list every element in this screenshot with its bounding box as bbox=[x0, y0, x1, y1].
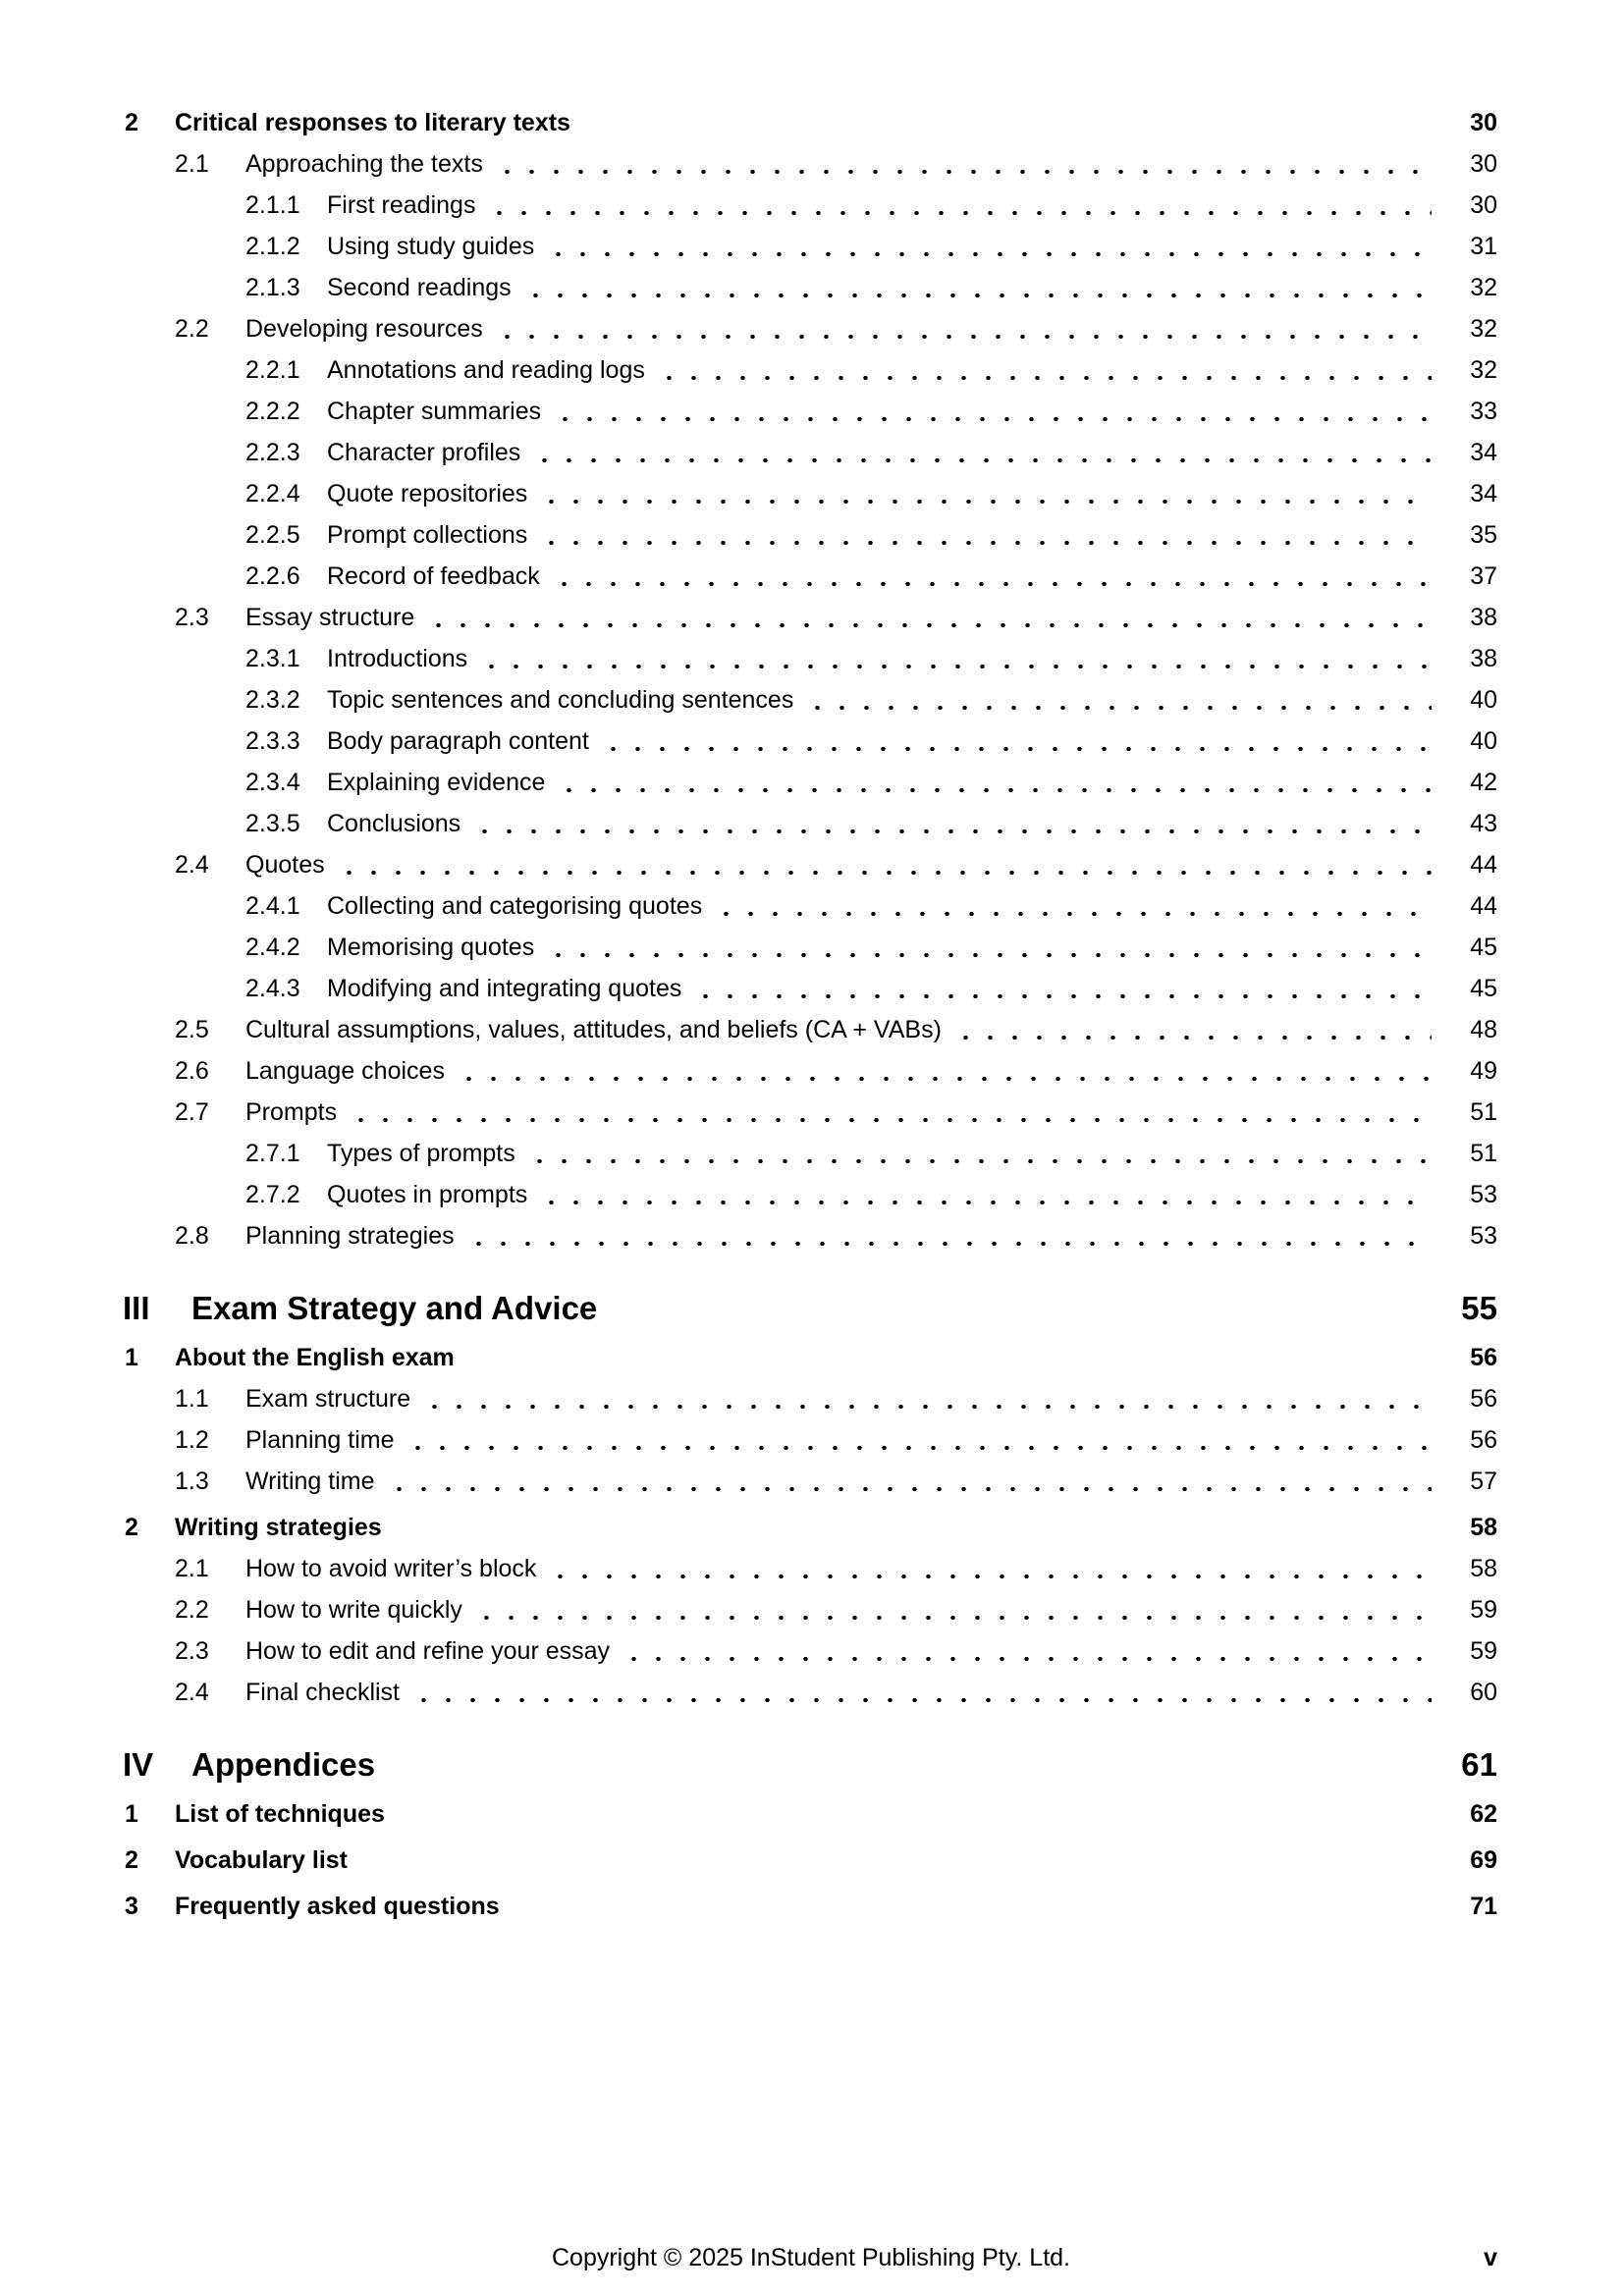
toc-entry[interactable] bbox=[125, 1050, 1497, 1092]
toc-entry-title: Annotations and reading logs bbox=[327, 356, 645, 384]
toc-entry-number: 2.5 bbox=[175, 1016, 209, 1043]
dot-leader bbox=[477, 638, 1432, 679]
dot-leader bbox=[537, 1174, 1432, 1215]
dot-leader bbox=[525, 1133, 1432, 1174]
toc-entry[interactable] bbox=[125, 185, 1497, 226]
toc-entry-number: 1.3 bbox=[175, 1468, 209, 1495]
toc-entry-title: Second readings bbox=[327, 274, 512, 301]
toc-entry-number: IV bbox=[123, 1746, 154, 1783]
toc-entry[interactable] bbox=[125, 1419, 1497, 1461]
toc-entry[interactable] bbox=[125, 308, 1497, 349]
toc-entry-page: 45 bbox=[1470, 975, 1497, 1002]
toc-entry-title: Writing strategies bbox=[175, 1514, 382, 1541]
toc-entry-number: 2.2 bbox=[175, 1596, 209, 1624]
dot-leader bbox=[530, 432, 1432, 473]
toc-entry-page: 34 bbox=[1470, 480, 1497, 507]
toc-entry-title: Vocabulary list bbox=[175, 1846, 348, 1874]
toc-entry-number: 2.3 bbox=[175, 1637, 209, 1665]
toc-entry-number: 1.2 bbox=[175, 1426, 209, 1454]
dot-leader bbox=[521, 267, 1432, 308]
toc-entry[interactable] bbox=[125, 1672, 1497, 1713]
toc-entry-title: Prompts bbox=[245, 1098, 338, 1126]
toc-entry-title: Frequently asked questions bbox=[175, 1893, 500, 1920]
toc-entry-title: Essay structure bbox=[245, 604, 415, 631]
dot-leader bbox=[404, 1419, 1432, 1461]
toc-entry-number: 2 bbox=[125, 109, 138, 136]
toc-entry-title: How to write quickly bbox=[245, 1596, 462, 1624]
toc-entry-page: 69 bbox=[1470, 1846, 1497, 1874]
toc-entry-page: 30 bbox=[1470, 109, 1497, 136]
toc-entry-title: Critical responses to literary texts bbox=[175, 109, 570, 136]
dot-leader bbox=[691, 968, 1432, 1009]
toc-entry-page: 56 bbox=[1470, 1426, 1497, 1454]
toc-entry-title: List of techniques bbox=[175, 1800, 385, 1828]
toc-entry-number: 2 bbox=[125, 1514, 138, 1541]
toc-entry-number: 2.2.5 bbox=[245, 521, 300, 549]
toc-entry-title: Approaching the texts bbox=[245, 150, 483, 178]
toc-entry[interactable] bbox=[125, 1092, 1497, 1133]
toc-entry-number: 2.4.3 bbox=[245, 975, 300, 1002]
toc-entry-page: 58 bbox=[1470, 1555, 1497, 1582]
toc-entry-page: 51 bbox=[1470, 1098, 1497, 1126]
toc-entry[interactable] bbox=[125, 1133, 1497, 1174]
toc-entry-title: Quote repositories bbox=[327, 480, 528, 507]
toc-entry-number: 2.4.2 bbox=[245, 934, 300, 961]
dot-leader bbox=[424, 597, 1432, 638]
toc-entry-number: 2.7.1 bbox=[245, 1140, 300, 1167]
toc-entry-page: 31 bbox=[1470, 233, 1497, 260]
toc-entry-page: 55 bbox=[1461, 1290, 1497, 1326]
toc-entry-number: 2.4.1 bbox=[245, 892, 300, 920]
toc-entry-title: Topic sentences and concluding sentences bbox=[327, 686, 794, 714]
toc-entry-number: 2.1.3 bbox=[245, 274, 300, 301]
dot-leader bbox=[455, 1050, 1432, 1092]
dot-leader bbox=[546, 1548, 1432, 1589]
toc-entry[interactable] bbox=[125, 267, 1497, 308]
dot-leader bbox=[470, 803, 1432, 844]
toc-entry-page: 40 bbox=[1470, 727, 1497, 755]
page-footer bbox=[125, 2237, 1497, 2278]
toc-entry-page: 45 bbox=[1470, 934, 1497, 961]
toc-entry-title: Exam structure bbox=[245, 1385, 411, 1413]
toc-entry-number: 1 bbox=[125, 1800, 138, 1828]
toc-entry-number: 2.2.2 bbox=[245, 398, 300, 425]
toc-entry-number: 2.7.2 bbox=[245, 1181, 300, 1208]
toc-entry[interactable] bbox=[125, 1630, 1497, 1672]
toc-entry[interactable] bbox=[125, 679, 1497, 721]
toc-entry-number: 2.2.3 bbox=[245, 439, 300, 466]
dot-leader bbox=[537, 514, 1432, 556]
toc-entry-page: 44 bbox=[1470, 851, 1497, 879]
toc-entry[interactable] bbox=[125, 721, 1497, 762]
toc-entry-page: 51 bbox=[1470, 1140, 1497, 1167]
toc-entry[interactable] bbox=[125, 597, 1497, 638]
toc-entry-page: 53 bbox=[1470, 1222, 1497, 1250]
toc-part-entry[interactable] bbox=[125, 1741, 1497, 1789]
toc-entry-page: 33 bbox=[1470, 398, 1497, 425]
spacer bbox=[357, 1840, 1432, 1881]
dot-leader bbox=[620, 1630, 1432, 1672]
toc-entry-page: 71 bbox=[1470, 1893, 1497, 1920]
toc-entry-title: Writing time bbox=[245, 1468, 375, 1495]
toc-entry-number: 2.1 bbox=[175, 1555, 209, 1582]
toc-entry[interactable] bbox=[125, 349, 1497, 391]
toc-entry-number: 2.8 bbox=[175, 1222, 209, 1250]
toc-entry-title: Prompt collections bbox=[327, 521, 528, 549]
dot-leader bbox=[599, 721, 1432, 762]
spacer bbox=[580, 102, 1432, 143]
dot-leader bbox=[493, 308, 1432, 349]
toc-entry-page: 56 bbox=[1470, 1344, 1497, 1371]
toc-entry-page: 38 bbox=[1470, 604, 1497, 631]
toc-entry[interactable] bbox=[125, 102, 1497, 143]
toc-entry-title: Character profiles bbox=[327, 439, 521, 466]
toc-entry-number: 3 bbox=[125, 1893, 138, 1920]
toc-entry-page: 59 bbox=[1470, 1596, 1497, 1624]
toc-entry-page: 56 bbox=[1470, 1385, 1497, 1413]
toc-entry-title: Explaining evidence bbox=[327, 769, 546, 796]
dot-leader bbox=[544, 927, 1432, 968]
spacer bbox=[385, 1741, 1425, 1789]
toc-entry-page: 32 bbox=[1470, 356, 1497, 384]
toc-entry-page: 30 bbox=[1470, 191, 1497, 219]
dot-leader bbox=[550, 556, 1432, 597]
toc-entry-title: Record of feedback bbox=[327, 562, 540, 590]
toc-entry-page: 35 bbox=[1470, 521, 1497, 549]
toc-entry[interactable] bbox=[125, 803, 1497, 844]
toc-entry-number: 1.1 bbox=[175, 1385, 209, 1413]
toc-entry-page: 49 bbox=[1470, 1057, 1497, 1085]
toc-entry[interactable] bbox=[125, 885, 1497, 927]
toc-entry-page: 61 bbox=[1461, 1746, 1497, 1783]
dot-leader bbox=[409, 1672, 1432, 1713]
toc-entry-number: 2.2.4 bbox=[245, 480, 300, 507]
toc-entry-number: III bbox=[123, 1290, 150, 1326]
dot-leader bbox=[464, 1215, 1432, 1256]
toc-entry-title: Planning time bbox=[245, 1426, 395, 1454]
toc-entry-title: Types of prompts bbox=[327, 1140, 515, 1167]
toc-entry-number: 2.3.2 bbox=[245, 686, 300, 714]
spacer bbox=[464, 1337, 1432, 1378]
toc-entry-title: Memorising quotes bbox=[327, 934, 535, 961]
dot-leader bbox=[803, 679, 1432, 721]
toc-entry-page: 57 bbox=[1470, 1468, 1497, 1495]
toc-entry-title: Developing resources bbox=[245, 315, 483, 343]
toc-entry-title: Cultural assumptions, values, attitudes, and beliefs (CA + VABs) bbox=[245, 1016, 942, 1043]
toc-entry[interactable] bbox=[125, 762, 1497, 803]
toc-entry[interactable] bbox=[125, 556, 1497, 597]
toc-entry[interactable] bbox=[125, 473, 1497, 514]
dot-leader bbox=[385, 1461, 1432, 1502]
toc-entry-number: 2.2 bbox=[175, 315, 209, 343]
toc-entry-page: 62 bbox=[1470, 1800, 1497, 1828]
toc-entry[interactable] bbox=[125, 638, 1497, 679]
dot-leader bbox=[493, 143, 1432, 185]
toc-entry-title: Body paragraph content bbox=[327, 727, 589, 755]
toc-entry-page: 59 bbox=[1470, 1637, 1497, 1665]
toc-entry[interactable] bbox=[125, 1507, 1497, 1548]
toc-entry-page: 48 bbox=[1470, 1016, 1497, 1043]
toc-entry-number: 2.2.6 bbox=[245, 562, 300, 590]
toc-entry-page: 60 bbox=[1470, 1679, 1497, 1706]
toc-entry-title: About the English exam bbox=[175, 1344, 455, 1371]
footer-copyright: Copyright © 2025 InStudent Publishing Pty. Ltd. bbox=[551, 2244, 1070, 2271]
dot-leader bbox=[712, 885, 1432, 927]
spacer bbox=[510, 1886, 1432, 1927]
toc-entry[interactable] bbox=[125, 927, 1497, 968]
toc-entry-title: Conclusions bbox=[327, 810, 461, 837]
toc-entry[interactable] bbox=[125, 1461, 1497, 1502]
toc-entry[interactable] bbox=[125, 844, 1497, 885]
toc-entry-number: 2 bbox=[125, 1846, 138, 1874]
toc-entry-title: Chapter summaries bbox=[327, 398, 542, 425]
toc-entry-page: 42 bbox=[1470, 769, 1497, 796]
toc-entry-number: 2.1.1 bbox=[245, 191, 300, 219]
toc-entry-title: Quotes bbox=[245, 851, 325, 879]
toc-entry[interactable] bbox=[125, 514, 1497, 556]
dot-leader bbox=[555, 762, 1432, 803]
toc-entry-title: Appendices bbox=[191, 1746, 376, 1783]
toc-entry-number: 2.4 bbox=[175, 851, 209, 879]
toc-entry-number: 2.3.4 bbox=[245, 769, 300, 796]
toc-entry[interactable] bbox=[125, 1793, 1497, 1835]
toc-entry-number: 2.3.5 bbox=[245, 810, 300, 837]
toc-entry-page: 58 bbox=[1470, 1514, 1497, 1541]
toc-entry-title: Collecting and categorising quotes bbox=[327, 892, 703, 920]
toc-entry-title: Language choices bbox=[245, 1057, 445, 1085]
toc-part-entry[interactable] bbox=[125, 1285, 1497, 1332]
toc-entry-title: Final checklist bbox=[245, 1679, 400, 1706]
dot-leader bbox=[537, 473, 1432, 514]
toc-entry-title: Exam Strategy and Advice bbox=[191, 1290, 598, 1326]
toc-entry-number: 2.6 bbox=[175, 1057, 209, 1085]
footer-page-number: v bbox=[1484, 2244, 1497, 2271]
toc-entry[interactable] bbox=[125, 1840, 1497, 1881]
toc-entry-title: Planning strategies bbox=[245, 1222, 455, 1250]
toc-entry-page: 40 bbox=[1470, 686, 1497, 714]
toc-entry[interactable] bbox=[125, 391, 1497, 432]
toc-entry-page: 43 bbox=[1470, 810, 1497, 837]
toc-entry-page: 30 bbox=[1470, 150, 1497, 178]
toc-entry[interactable] bbox=[125, 968, 1497, 1009]
toc-entry[interactable] bbox=[125, 1174, 1497, 1215]
dot-leader bbox=[655, 349, 1432, 391]
toc-entry-number: 2.7 bbox=[175, 1098, 209, 1126]
toc-entry-page: 32 bbox=[1470, 274, 1497, 301]
toc-entry-number: 2.1 bbox=[175, 150, 209, 178]
dot-leader bbox=[420, 1378, 1432, 1419]
toc-entry-page: 38 bbox=[1470, 645, 1497, 672]
toc-entry-page: 32 bbox=[1470, 315, 1497, 343]
toc-entry[interactable] bbox=[125, 226, 1497, 267]
toc-entry[interactable] bbox=[125, 1589, 1497, 1630]
toc-entry[interactable] bbox=[125, 143, 1497, 185]
toc-entry-number: 1 bbox=[125, 1344, 138, 1371]
toc-entry[interactable] bbox=[125, 1215, 1497, 1256]
dot-leader bbox=[347, 1092, 1432, 1133]
toc-entry[interactable] bbox=[125, 1337, 1497, 1378]
toc-entry-number: 2.3.1 bbox=[245, 645, 300, 672]
toc-entry[interactable] bbox=[125, 1378, 1497, 1419]
spacer bbox=[395, 1793, 1432, 1835]
toc-entry-number: 2.4 bbox=[175, 1679, 209, 1706]
dot-leader bbox=[551, 391, 1432, 432]
toc-entry-number: 2.3.3 bbox=[245, 727, 300, 755]
spacer bbox=[607, 1285, 1425, 1332]
toc-entry-title: How to avoid writer’s block bbox=[245, 1555, 537, 1582]
toc-entry-title: Using study guides bbox=[327, 233, 535, 260]
toc-entry-title: How to edit and refine your essay bbox=[245, 1637, 611, 1665]
toc-entry-page: 44 bbox=[1470, 892, 1497, 920]
toc-entry-page: 53 bbox=[1470, 1181, 1497, 1208]
toc-entry-number: 2.3 bbox=[175, 604, 209, 631]
dot-leader bbox=[472, 1589, 1432, 1630]
dot-leader bbox=[485, 185, 1432, 226]
toc-entry-title: First readings bbox=[327, 191, 476, 219]
toc-entry-number: 2.2.1 bbox=[245, 356, 300, 384]
dot-leader bbox=[335, 844, 1432, 885]
toc-entry[interactable] bbox=[125, 432, 1497, 473]
dot-leader bbox=[544, 226, 1432, 267]
table-of-contents bbox=[125, 97, 1497, 1927]
toc-entry[interactable] bbox=[125, 1548, 1497, 1589]
toc-entry-page: 37 bbox=[1470, 562, 1497, 590]
toc-entry-title: Quotes in prompts bbox=[327, 1181, 528, 1208]
toc-entry-page: 34 bbox=[1470, 439, 1497, 466]
spacer bbox=[392, 1507, 1432, 1548]
dot-leader bbox=[951, 1009, 1432, 1050]
toc-entry-number: 2.1.2 bbox=[245, 233, 300, 260]
toc-entry[interactable] bbox=[125, 1886, 1497, 1927]
toc-entry-title: Modifying and integrating quotes bbox=[327, 975, 682, 1002]
toc-entry[interactable] bbox=[125, 1009, 1497, 1050]
toc-entry-title: Introductions bbox=[327, 645, 468, 672]
